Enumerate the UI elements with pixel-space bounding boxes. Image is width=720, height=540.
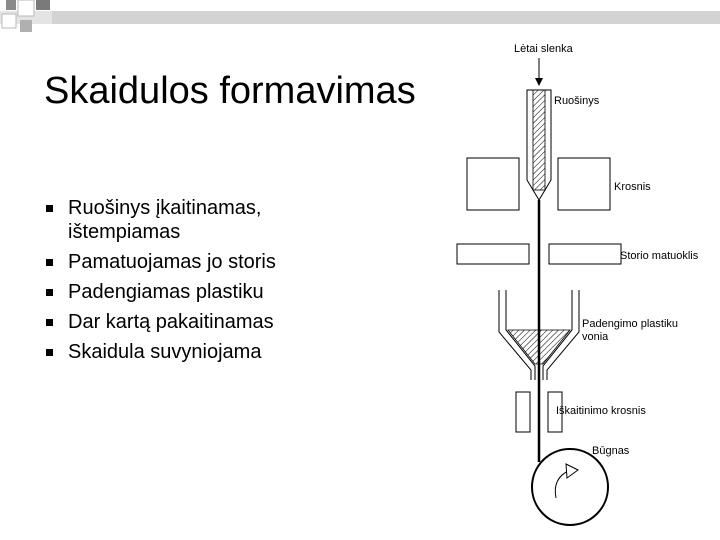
bullet-square-icon — [46, 319, 53, 326]
page-title: Skaidulos formavimas — [44, 70, 416, 112]
label-coating-bath-line-2: vonia — [582, 331, 609, 343]
fiber-drawing-diagram — [440, 30, 720, 540]
label-feed: Lėtai slenka — [514, 43, 573, 55]
bullet-text: Ruošinys įkaitinamas, ištempiamas — [68, 197, 262, 243]
deco-square-4 — [2, 14, 16, 28]
label-gauge: Storio matuoklis — [620, 250, 699, 262]
deco-square-5 — [20, 20, 32, 32]
bullet-item — [44, 340, 374, 364]
bullet-text: Padengiamas plastiku — [68, 281, 264, 303]
bullet-item — [44, 250, 374, 274]
bullet-square-icon — [46, 259, 53, 266]
bullet-item — [44, 310, 374, 334]
deco-square-2 — [18, 0, 34, 16]
label-coating-bath-line-1: Padengimo plastiku — [582, 318, 679, 330]
bullet-text: Pamatuojamas jo storis — [68, 251, 276, 273]
feed-arrow — [535, 58, 543, 86]
bullet-item — [44, 280, 374, 304]
label-preform: Ruošinys — [554, 95, 600, 107]
bullet-square-icon — [46, 205, 53, 212]
drum — [532, 449, 608, 525]
bullet-text: Dar kartą pakaitinamas — [68, 311, 274, 333]
header-band — [0, 11, 720, 24]
bullet-square-icon — [46, 349, 53, 356]
bullet-item — [44, 196, 374, 244]
bullet-list — [44, 196, 374, 370]
preform — [527, 90, 551, 200]
label-drum: Būgnas — [592, 445, 630, 457]
bullet-text: Skaidula suvyniojama — [68, 341, 262, 363]
label-curing-oven: Iškaitinimo krosnis — [556, 405, 646, 417]
deco-square-1 — [6, 0, 16, 10]
bullet-square-icon — [46, 289, 53, 296]
label-furnace: Krosnis — [614, 181, 651, 193]
deco-square-3 — [36, 0, 50, 10]
